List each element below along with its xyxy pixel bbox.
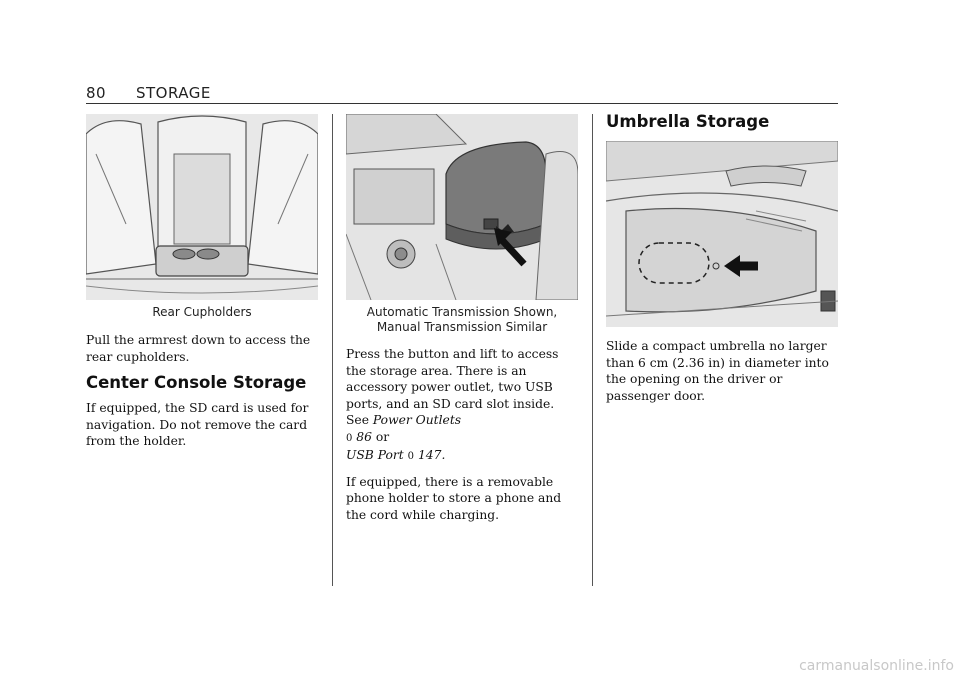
or-text: or: [375, 429, 390, 444]
rear-cupholders-illustration: [86, 114, 318, 300]
paragraph-text: Press the button and lift to access the storage area. There is an accessory power outlet, two USB ports, and an SD card slot inside. See: [346, 347, 559, 427]
page-number: 80: [86, 84, 107, 102]
column-1-text: [86, 332, 318, 373]
page-header: [86, 84, 838, 104]
center-console-illustration: [346, 114, 578, 300]
paragraph: Slide a compact umbrella no larger than 6 cm (2.36 in) in diameter into the opening on the driver or passenger door.: [606, 339, 829, 403]
umbrella-storage-illustration: [606, 141, 838, 327]
paragraph: Press the button and lift to access the storage area. There is an accessory power outlet, two USB ports, and an SD card slot inside. See Power Outlets 0 86 or USB Port 0 147.: [346, 347, 559, 462]
paragraph: If equipped, there is a removable phone holder to store a phone and the cord while charging.: [346, 474, 562, 522]
section-title: STORAGE: [136, 84, 211, 102]
caption-line: Automatic Transmission Shown,: [366, 305, 558, 319]
column-divider-left: [332, 114, 333, 586]
site-watermark: carmanualsonline.info: [799, 658, 954, 674]
page-ref-86[interactable]: 86: [356, 429, 372, 444]
column-3-text: [606, 338, 840, 412]
paragraph: If equipped, the SD card is used for navigation. Do not remove the card from the holder.: [86, 401, 309, 448]
header-rule: [86, 103, 838, 104]
usb-port-link[interactable]: USB Port: [346, 448, 404, 462]
section-heading: Umbrella Storage: [606, 112, 770, 131]
page-ref-147[interactable]: 147: [417, 448, 442, 462]
figure-caption: Rear Cupholders: [152, 305, 252, 319]
page-ref-arrow-icon: 0: [346, 432, 353, 444]
power-outlets-link[interactable]: Power Outlets: [372, 413, 462, 427]
column-1-text-2: [86, 400, 318, 458]
column-divider-right: [592, 114, 593, 586]
figure-caption: [346, 305, 578, 335]
section-heading: Center Console Storage: [86, 373, 307, 392]
paragraph: Pull the armrest down to access the rear cupholders.: [86, 333, 311, 364]
page-ref-arrow-icon: 0: [407, 451, 415, 462]
caption-line: Manual Transmission Similar: [376, 320, 548, 334]
column-2-text: [346, 346, 580, 531]
